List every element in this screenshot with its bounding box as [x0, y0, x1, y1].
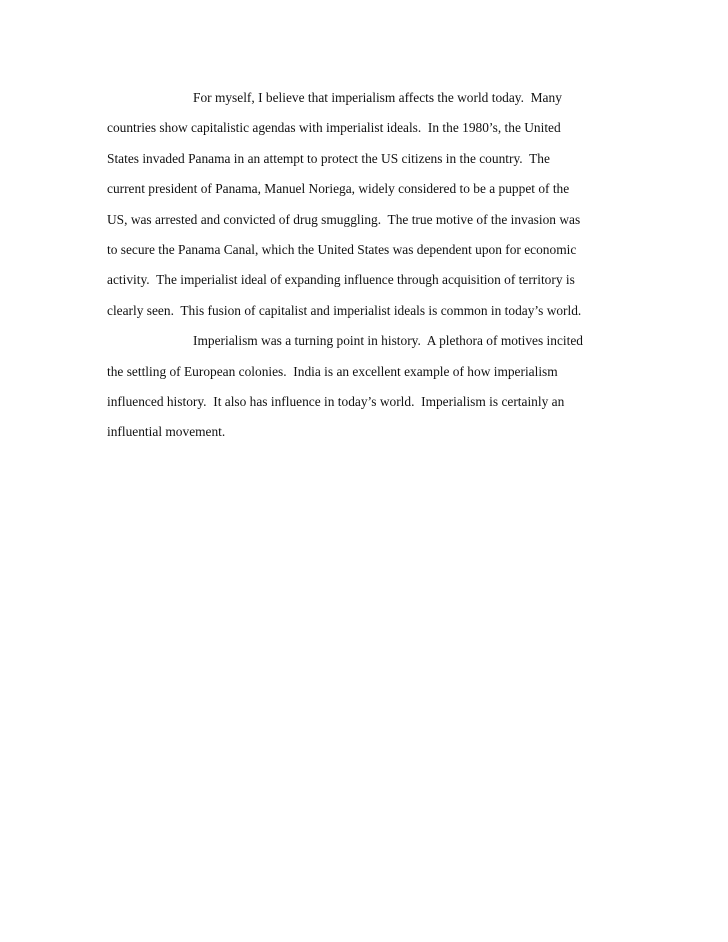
text-line: For myself, I believe that imperialism affects the world today. Many: [193, 90, 562, 105]
text-line: influenced history. It also has influence in today’s world. Imperialism is certainly an: [107, 393, 565, 409]
text-line: influential movement.: [107, 424, 226, 440]
text-line: to secure the Panama Canal, which the United States was dependent upon for economic: [107, 241, 577, 257]
text-line: the settling of European colonies. India is an excellent example of how imperialism: [107, 363, 558, 379]
text-line: US, was arrested and convicted of drug smuggling. The true motive of the invasion was: [107, 211, 581, 227]
text-line: activity. The imperialist ideal of expanding influence through acquisition of territory is: [107, 272, 575, 288]
text-line: countries show capitalistic agendas with imperialist ideals. In the 1980’s, the United: [107, 120, 561, 136]
paragraph: [107, 83, 627, 326]
paragraph: [107, 326, 627, 448]
essay-body: [107, 83, 627, 448]
text-line: States invaded Panama in an attempt to protect the US citizens in the country. The: [107, 150, 550, 166]
text-line: current president of Panama, Manuel Noriega, widely considered to be a puppet of the: [107, 181, 570, 197]
text-line: clearly seen. This fusion of capitalist and imperialist ideals is common in today’s world.: [107, 302, 582, 318]
text-line: Imperialism was a turning point in history. A plethora of motives incited: [193, 333, 584, 349]
